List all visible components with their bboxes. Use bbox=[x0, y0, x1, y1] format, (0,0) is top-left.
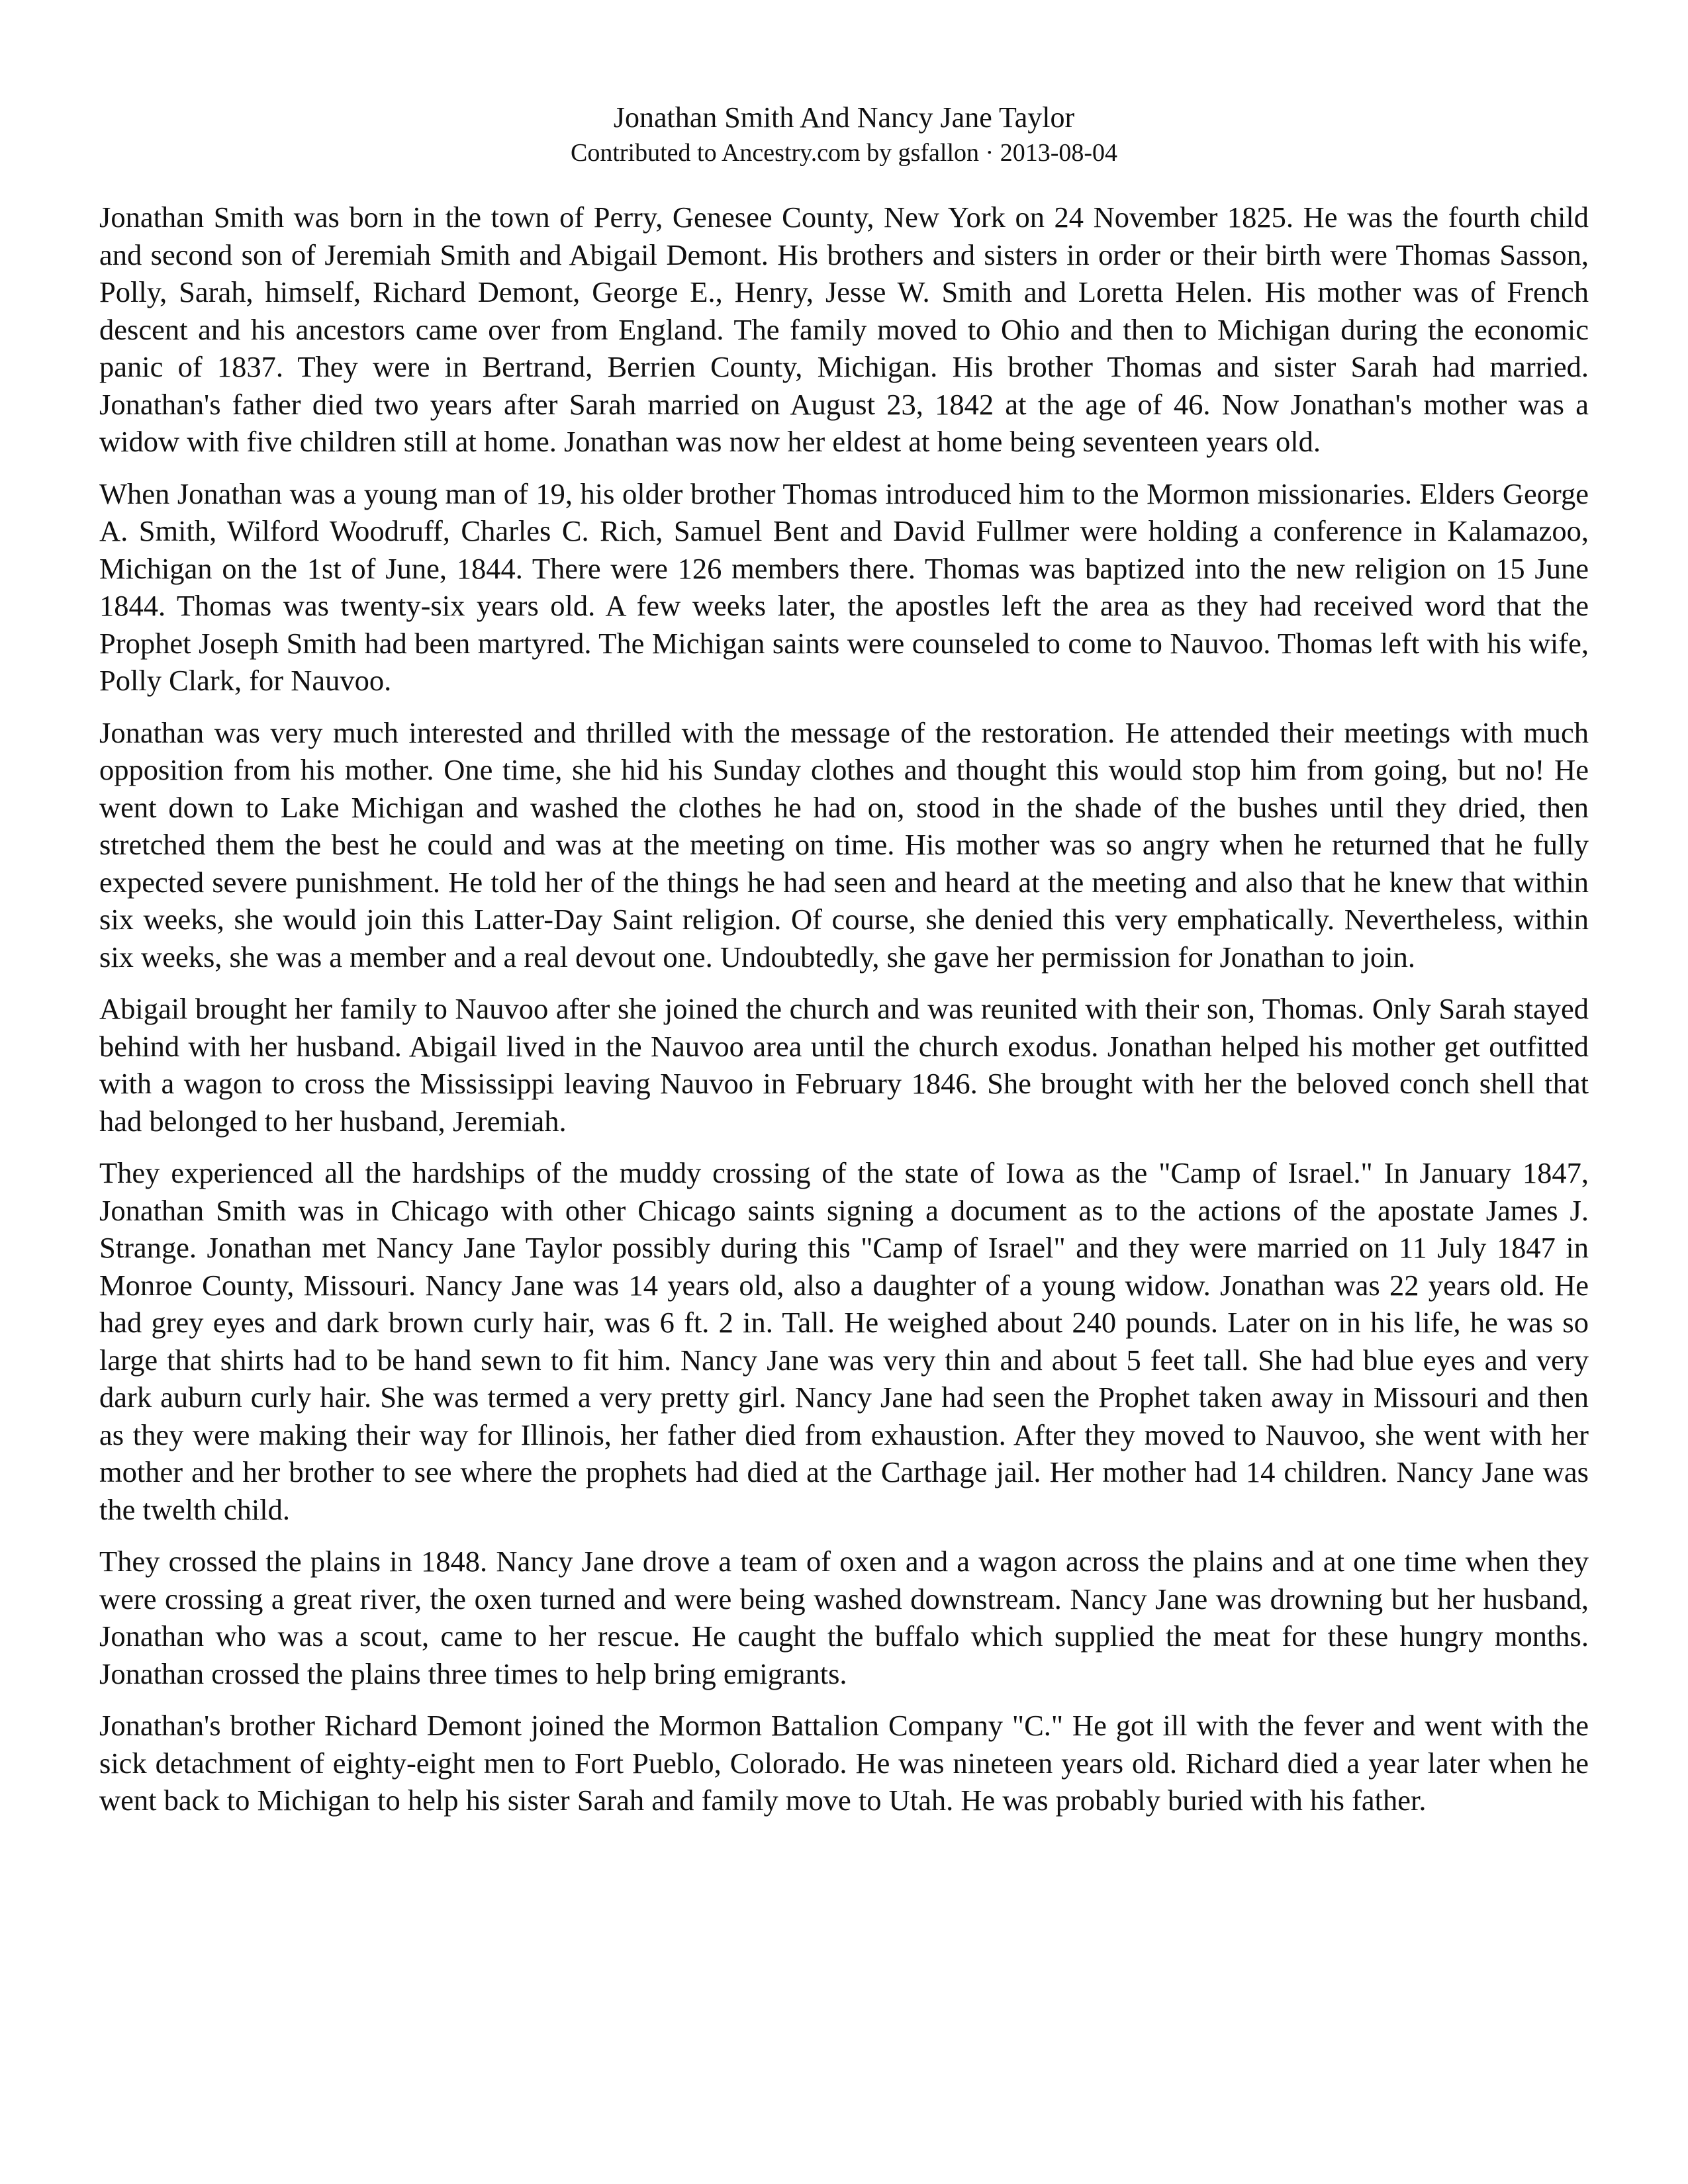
paragraph-4: Abigail brought her family to Nauvoo after she joined the church and was reunited with their son, Thomas. Only Sarah stayed behind with her husband. Abigail lived in the Nauvoo area until the church exodus. Jonathan helped his mother get outfitted with a wagon to cross the Mississippi leaving Nauvoo in February 1846. She brought with her the beloved conch shell that had belonged to her husband, Jeremiah. bbox=[99, 992, 1589, 1138]
paragraph-2: When Jonathan was a young man of 19, his older brother Thomas introduced him to the Mormon missionaries. Elders George A. Smith, Wilford Woodruff, Charles C. Rich, Samuel Bent and David Fullmer were holding a conference in Kalamazoo, Michigan on the 1st of June, 1844. There were 126 members there. Thomas was baptized into the new religion on 15 June 1844. Thomas was twenty-six years old. A few weeks later, the apostles left the area as they had received word that the Prophet Joseph Smith had been martyred. The Michigan saints were counseled to come to Nauvoo. Thomas left with his wife, Polly Clark, for Nauvoo. bbox=[99, 477, 1589, 697]
document-attribution: Contributed to Ancestry.com by gsfallon · 2013-08-04 bbox=[570, 139, 1118, 167]
paragraph-6: They crossed the plains in 1848. Nancy Jane drove a team of oxen and a wagon across the plains and at one time when they were crossing a great river, the oxen turned and were being washed downstream. Nancy Jane was drowning but her husband, Jonathan who was a scout, came to her rescue. He caught the buffalo which supplied the meat for these hungry months. Jonathan crossed the plains three times to help bring emigrants. bbox=[99, 1545, 1589, 1690]
paragraph-3: Jonathan was very much interested and thrilled with the message of the restoration. He attended their meetings with much opposition from his mother. One time, she hid his Sunday clothes and thought this would stop him from going, but no! He went down to Lake Michigan and washed the clothes he had on, stood in the shade of the bushes until they dried, then stretched them the best he could and was at the meeting on time. His mother was so angry when he returned that he fully expected severe punishment. He told her of the things he had seen and heard at the meeting and also that he knew that within six weeks, she would join this Latter-Day Saint religion. Of course, she denied this very emphatically. Nevertheless, within six weeks, she was a member and a real devout one. Undoubtedly, she gave her permission for Jonathan to join. bbox=[99, 715, 1589, 974]
document-page bbox=[99, 99, 1589, 1834]
document-title: Jonathan Smith And Nancy Jane Taylor bbox=[613, 101, 1075, 134]
paragraph-5: They experienced all the hardships of the muddy crossing of the state of Iowa as the "Camp of Israel." In January 1847, Jonathan Smith was in Chicago with other Chicago saints signing a document as to the actions of the apostate James J. Strange. Jonathan met Nancy Jane Taylor possibly during this "Camp of Israel" and they were married on 11 July 1847 in Monroe County, Missouri. Nancy Jane was 14 years old, also a daughter of a young widow. Jonathan was 22 years old. He had grey eyes and dark brown curly hair, was 6 ft. 2 in. Tall. He weighed about 240 pounds. Later on in his life, he was so large that shirts had to be hand sewn to fit him. Nancy Jane was very thin and about 5 feet tall. She had blue eyes and very dark auburn curly hair. She was termed a very pretty girl. Nancy Jane had seen the Prophet taken away in Missouri and then as they were making their way for Illinois, her father died from exhaustion. After they moved to Nauvoo, she went with her mother and her brother to see where the prophets had died at the Carthage jail. Her mother had 14 children. Nancy Jane was the twelth child. bbox=[99, 1156, 1589, 1526]
document-header bbox=[99, 99, 1589, 169]
paragraph-1: Jonathan Smith was born in the town of Perry, Genesee County, New York on 24 November 1825. He was the fourth child and second son of Jeremiah Smith and Abigail Demont. His brothers and sisters in order or their birth were Thomas Sasson, Polly, Sarah, himself, Richard Demont, George E., Henry, Jesse W. Smith and Loretta Helen. His mother was of French descent and his ancestors came over from England. The family moved to Ohio and then to Michigan during the economic panic of 1837. They were in Bertrand, Berrien County, Michigan. His brother Thomas and sister Sarah had married. Jonathan's father died two years after Sarah married on August 23, 1842 at the age of 46. Now Jonathan's mother was a widow with five children still at home. Jonathan was now her eldest at home being seventeen years old. bbox=[99, 201, 1589, 458]
document-body bbox=[99, 199, 1589, 1819]
paragraph-7: Jonathan's brother Richard Demont joined the Mormon Battalion Company "C." He got ill with the fever and went with the sick detachment of eighty-eight men to Fort Pueblo, Colorado. He was nineteen years old. Richard died a year later when he went back to Michigan to help his sister Sarah and family move to Utah. He was probably buried with his father. bbox=[99, 1709, 1589, 1817]
